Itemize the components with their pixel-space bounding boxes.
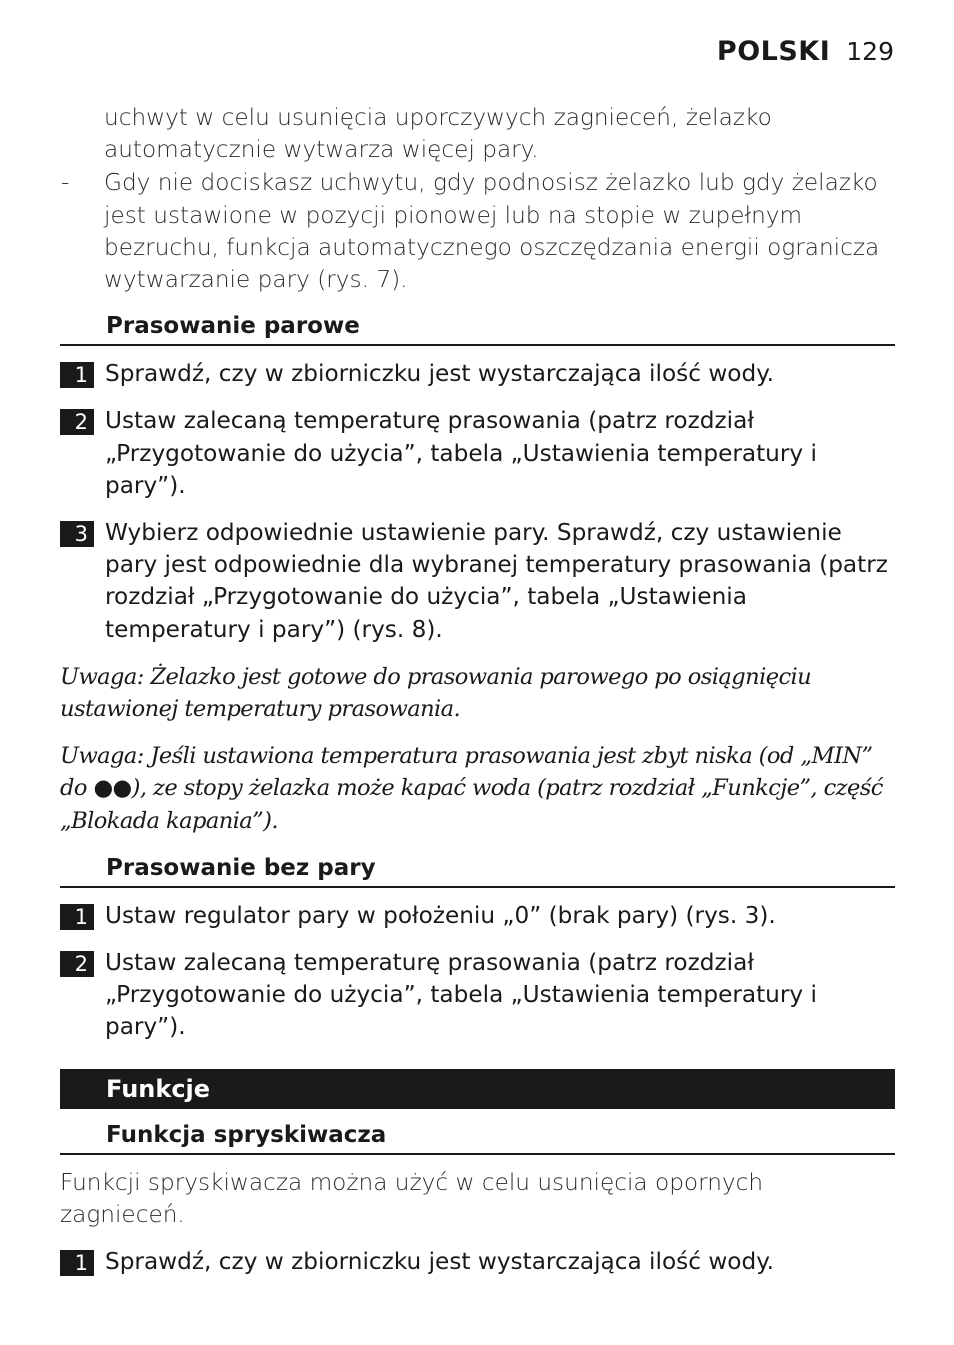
step-item	[60, 1246, 895, 1278]
intro-text: Funkcji spryskiwacza można użyć w celu usunięcia opornych zagnieceń.	[60, 1168, 764, 1228]
step-number-badge: 2	[60, 409, 94, 435]
step-item	[60, 947, 895, 1044]
section-heading-dry-ironing: Prasowanie bez pary	[60, 854, 895, 888]
step-number-badge: 1	[60, 1250, 94, 1276]
step-text: Sprawdź, czy w zbiorniczku jest wystarczająca ilość wody.	[105, 1248, 774, 1276]
bullet-dash: -	[61, 169, 70, 197]
step-text: Ustaw zalecaną temperaturę prasowania (patrz rozdział „Przygotowanie do użycia”, tabela „Ustawienia temperatury i pary”).	[105, 949, 817, 1041]
page-header	[717, 36, 894, 67]
step-text: Ustaw regulator pary w położeniu „0” (brak pary) (rys. 3).	[105, 901, 776, 929]
bullet-text: Gdy nie dociskasz uchwytu, gdy podnosisz żelazko lub gdy żelazko jest ustawione w pozycji pionowej lub na stopie w zupełnym bezruchu, funkcja automatycznego oszczędzania energii ogranicza wytwarzanie pary (rys. 7).	[104, 169, 880, 294]
note-text: Uwaga: Jeśli ustawiona temperatura prasowania jest zbyt niska (od „MIN” do ●●), ze stopy żelazka może kapać woda (patrz rozdział „Funkcje”, część „Blokada kapania”).	[60, 743, 883, 834]
step-number-badge: 1	[60, 362, 94, 388]
step-text: Sprawdź, czy w zbiorniczku jest wystarczająca ilość wody.	[105, 360, 774, 388]
note-text: Uwaga: Żelazko jest gotowe do prasowania parowego po osiągnięciu ustawionej temperatury prasowania.	[60, 663, 812, 723]
continuation-text: uchwyt w celu usunięcia uporczywych zagnieceń, żelazko automatycznie wytwarza więcej pary.	[104, 104, 772, 164]
step-number-badge: 3	[60, 521, 94, 547]
step-number-badge: 2	[60, 951, 94, 977]
page-content	[60, 102, 895, 1278]
bullet-item	[60, 167, 895, 296]
step-item	[60, 358, 895, 390]
page-number: 129	[846, 37, 894, 66]
language-label: POLSKI	[716, 36, 831, 67]
section-heading-steam-ironing: Prasowanie parowe	[60, 312, 895, 346]
step-item	[60, 405, 895, 502]
section-heading-spray: Funkcja spryskiwacza	[60, 1121, 895, 1155]
step-item	[60, 900, 895, 932]
step-item	[60, 517, 895, 646]
step-text: Wybierz odpowiednie ustawienie pary. Sprawdź, czy ustawienie pary jest odpowiednie dla wybranej temperatury prasowania (patrz rozdział „Przygotowanie do użycia”, tabela „Ustawienia temperatury i pary”) (rys. 8).	[105, 519, 888, 643]
section-bar-functions: Funkcje	[60, 1069, 895, 1109]
step-number-badge: 1	[60, 904, 94, 930]
step-text: Ustaw zalecaną temperaturę prasowania (patrz rozdział „Przygotowanie do użycia”, tabela „Ustawienia temperatury i pary”).	[105, 407, 817, 499]
